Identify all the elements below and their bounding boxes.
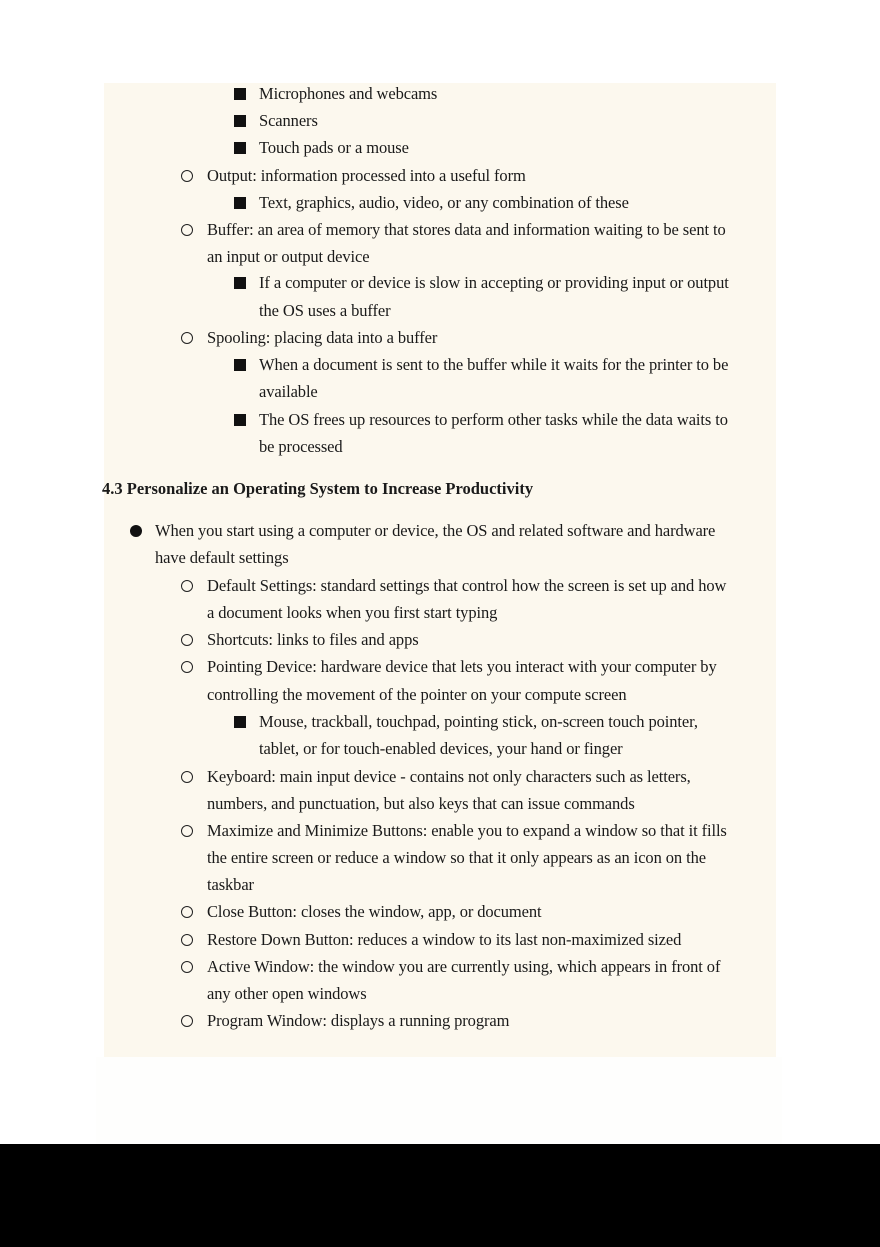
list-item-text: If a computer or device is slow in accepting or providing input or output [259,273,729,292]
square-bullet-icon [234,277,246,289]
list-item-text: Keyboard: main input device - contains not only characters such as letters, [207,767,691,786]
list-item-text: Mouse, trackball, touchpad, pointing stick, on-screen touch pointer, [259,712,698,731]
hollow-circle-bullet-icon [181,825,193,837]
list-item-text: Program Window: displays a running program [207,1011,510,1030]
square-bullet-icon [234,359,246,371]
hollow-circle-bullet-icon [181,580,193,592]
list-item-text: When you start using a computer or device, the OS and related software and hardware [155,521,716,540]
list-item-text: an input or output device [207,247,370,266]
section-heading: 4.3 Personalize an Operating System to Increase Productivity [102,479,534,498]
page-lower-area [96,1057,782,1144]
filled-circle-bullet-icon [130,525,142,537]
list-item-text: have default settings [155,548,289,567]
hollow-circle-bullet-icon [181,170,193,182]
list-item-text: Buffer: an area of memory that stores data and information waiting to be sent to [207,220,726,239]
list-item-text: Maximize and Minimize Buttons: enable you to expand a window so that it fills [207,821,727,840]
list-item-text: Scanners [259,111,318,130]
list-item-text: Text, graphics, audio, video, or any combination of these [259,193,629,212]
list-item-text: Active Window: the window you are currently using, which appears in front of [207,957,721,976]
hollow-circle-bullet-icon [181,906,193,918]
list-item-text: tablet, or for touch-enabled devices, your hand or finger [259,739,623,758]
hollow-circle-bullet-icon [181,634,193,646]
square-bullet-icon [234,115,246,127]
list-item-text: Touch pads or a mouse [259,138,409,157]
list-item-text: Close Button: closes the window, app, or document [207,902,542,921]
square-bullet-icon [234,142,246,154]
list-item-text: Microphones and webcams [259,84,438,103]
list-item-text: taskbar [207,875,254,894]
hollow-circle-bullet-icon [181,661,193,673]
list-item-text: a document looks when you first start typing [207,603,498,622]
square-bullet-icon [234,88,246,100]
list-item-text: be processed [259,437,343,456]
hollow-circle-bullet-icon [181,961,193,973]
hollow-circle-bullet-icon [181,771,193,783]
list-item-text: Output: information processed into a useful form [207,166,526,185]
bottom-black-bar [0,1144,880,1247]
list-item-text: any other open windows [207,984,367,1003]
list-item-text: numbers, and punctuation, but also keys that can issue commands [207,794,635,813]
list-item-text: When a document is sent to the buffer while it waits for the printer to be [259,355,729,374]
list-item-text: Shortcuts: links to files and apps [207,630,419,649]
square-bullet-icon [234,197,246,209]
hollow-circle-bullet-icon [181,934,193,946]
list-item-text: Pointing Device: hardware device that lets you interact with your computer by [207,657,717,676]
list-item-text: Spooling: placing data into a buffer [207,328,438,347]
square-bullet-icon [234,414,246,426]
square-bullet-icon [234,716,246,728]
list-item-text: the OS uses a buffer [259,301,391,320]
list-item-text: Restore Down Button: reduces a window to its last non-maximized sized [207,930,682,949]
hollow-circle-bullet-icon [181,224,193,236]
list-item-text: controlling the movement of the pointer on your compute screen [207,685,627,704]
list-item-text: available [259,382,318,401]
list-item-text: Default Settings: standard settings that control how the screen is set up and how [207,576,727,595]
hollow-circle-bullet-icon [181,1015,193,1027]
list-item-text: the entire screen or reduce a window so that it only appears as an icon on the [207,848,706,867]
list-item-text: The OS frees up resources to perform other tasks while the data waits to [259,410,728,429]
hollow-circle-bullet-icon [181,332,193,344]
